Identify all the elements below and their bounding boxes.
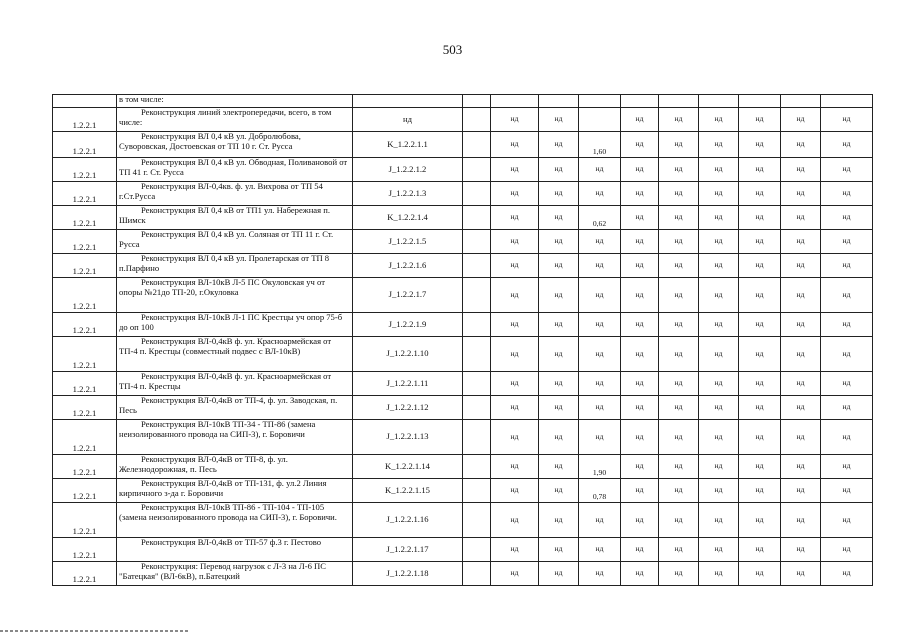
row-value: нд: [699, 158, 739, 182]
row-value: нд: [579, 337, 621, 372]
row-value: нд: [621, 372, 659, 396]
row-value: нд: [579, 503, 621, 538]
row-name: Реконструкция линий электропередачи, всего, в том числе:: [117, 108, 353, 132]
row-value: нд: [659, 503, 699, 538]
row-value: нд: [491, 313, 539, 337]
row-value: нд: [659, 562, 699, 586]
row-value: [463, 372, 491, 396]
row-name: Реконструкция ВЛ 0,4 кВ ул. Пролетарская от ТП 8 п.Парфино: [117, 254, 353, 278]
row-code: 1.2.2.1: [53, 396, 117, 420]
row-identifier: J_1.2.2.1.11: [353, 372, 463, 396]
row-value: нд: [621, 479, 659, 503]
row-value: [463, 538, 491, 562]
row-value: нд: [539, 313, 579, 337]
row-value: [463, 108, 491, 132]
row-code: 1.2.2.1: [53, 479, 117, 503]
row-value: нд: [781, 420, 821, 455]
row-value: нд: [699, 538, 739, 562]
row-value: нд: [539, 158, 579, 182]
row-value: нд: [781, 562, 821, 586]
row-value: нд: [781, 538, 821, 562]
row-value: нд: [699, 206, 739, 230]
row-value: нд: [579, 230, 621, 254]
row-name: Реконструкция ВЛ 0,4 кВ ул. Обводная, Поливановой от ТП 41 г. Ст. Русса: [117, 158, 353, 182]
row-value: нд: [621, 254, 659, 278]
row-value: нд: [621, 158, 659, 182]
row-identifier: J_1.2.2.1.9: [353, 313, 463, 337]
row-value: нд: [659, 158, 699, 182]
row-value: нд: [579, 182, 621, 206]
row-value: нд: [539, 396, 579, 420]
table-row: [53, 372, 873, 396]
row-value: нд: [621, 538, 659, 562]
row-value: нд: [821, 230, 873, 254]
row-code: 1.2.2.1: [53, 254, 117, 278]
row-identifier: K_1.2.2.1.1: [353, 132, 463, 158]
row-identifier: K_1.2.2.1.4: [353, 206, 463, 230]
row-value: нд: [621, 420, 659, 455]
row-value: [463, 455, 491, 479]
row-value: [463, 337, 491, 372]
table-row: [53, 538, 873, 562]
row-value: нд: [621, 337, 659, 372]
row-value: нд: [739, 278, 781, 313]
row-value: нд: [491, 538, 539, 562]
table-row: [53, 479, 873, 503]
row-value: нд: [659, 206, 699, 230]
row-value: 1,90: [579, 455, 621, 479]
row-value: нд: [579, 278, 621, 313]
row-value: нд: [781, 230, 821, 254]
row-value: нд: [539, 479, 579, 503]
row-value: нд: [659, 108, 699, 132]
row-value: нд: [699, 313, 739, 337]
row-value: [463, 396, 491, 420]
row-value: нд: [739, 396, 781, 420]
row-value: нд: [621, 132, 659, 158]
row-value: [463, 206, 491, 230]
row-value: нд: [821, 503, 873, 538]
row-value: [463, 479, 491, 503]
row-value: нд: [739, 503, 781, 538]
row-value: нд: [539, 372, 579, 396]
row-value: нд: [659, 254, 699, 278]
row-value: нд: [699, 479, 739, 503]
row-identifier: J_1.2.2.1.3: [353, 182, 463, 206]
row-value: нд: [781, 254, 821, 278]
row-value: нд: [659, 479, 699, 503]
row-value: нд: [699, 132, 739, 158]
row-value: нд: [491, 206, 539, 230]
row-value: нд: [579, 313, 621, 337]
row-value: нд: [821, 132, 873, 158]
row-value: нд: [539, 420, 579, 455]
row-value: нд: [659, 230, 699, 254]
row-value: нд: [781, 182, 821, 206]
row-value: нд: [539, 182, 579, 206]
row-value: нд: [659, 538, 699, 562]
row-name: Реконструкция ВЛ-0,4кВ от ТП-57 ф.3 г. Пестово: [117, 538, 353, 562]
row-value: нд: [821, 108, 873, 132]
row-value: нд: [821, 396, 873, 420]
table-row: [53, 230, 873, 254]
row-value: нд: [579, 538, 621, 562]
row-value: нд: [821, 538, 873, 562]
row-value: нд: [491, 182, 539, 206]
row-value: нд: [739, 538, 781, 562]
row-value: нд: [821, 182, 873, 206]
header-row: [53, 95, 873, 108]
row-value: нд: [821, 562, 873, 586]
row-value: нд: [579, 396, 621, 420]
row-identifier: K_1.2.2.1.14: [353, 455, 463, 479]
row-code: 1.2.2.1: [53, 372, 117, 396]
row-value: нд: [621, 108, 659, 132]
row-value: нд: [781, 108, 821, 132]
table-row: [53, 455, 873, 479]
row-code: 1.2.2.1: [53, 158, 117, 182]
row-value: нд: [699, 337, 739, 372]
table-row: [53, 206, 873, 230]
row-name: Реконструкция ВЛ 0,4 кВ ул. Соляная от ТП 11 г. Ст. Русса: [117, 230, 353, 254]
page-number: 503: [442, 42, 463, 57]
row-value: нд: [821, 278, 873, 313]
row-value: нд: [539, 562, 579, 586]
row-value: нд: [491, 372, 539, 396]
row-name: Реконструкция ВЛ-10кВ Л-1 ПС Крестцы уч опор 75-б до оп 100: [117, 313, 353, 337]
row-value: нд: [621, 503, 659, 538]
row-code: 1.2.2.1: [53, 503, 117, 538]
row-value: нд: [621, 562, 659, 586]
table-row: [53, 396, 873, 420]
row-value: [463, 230, 491, 254]
row-value: нд: [659, 313, 699, 337]
row-value: нд: [491, 503, 539, 538]
row-value: нд: [739, 372, 781, 396]
row-value: нд: [491, 108, 539, 132]
row-value: нд: [781, 455, 821, 479]
code-cell: [53, 95, 117, 108]
row-name: Реконструкция ВЛ-10кВ ТП-86 - ТП-104 - ТП-105 (замена неизолированного провода на СИП-3), г. Боровичи.: [117, 503, 353, 538]
row-value: нд: [659, 420, 699, 455]
row-value: нд: [491, 420, 539, 455]
table-row: [53, 313, 873, 337]
row-identifier: J_1.2.2.1.5: [353, 230, 463, 254]
row-value: нд: [739, 230, 781, 254]
table-row: [53, 158, 873, 182]
row-code: 1.2.2.1: [53, 562, 117, 586]
row-code: 1.2.2.1: [53, 206, 117, 230]
row-value: [463, 420, 491, 455]
row-value: нд: [781, 132, 821, 158]
row-value: нд: [621, 206, 659, 230]
row-identifier: J_1.2.2.1.12: [353, 396, 463, 420]
row-value: нд: [659, 396, 699, 420]
row-value: нд: [781, 372, 821, 396]
row-value: нд: [781, 479, 821, 503]
row-value: [463, 132, 491, 158]
row-value: нд: [781, 337, 821, 372]
row-code: 1.2.2.1: [53, 455, 117, 479]
row-value: 1,60: [579, 132, 621, 158]
scan-edge-divider: [0, 630, 190, 632]
row-identifier: J_1.2.2.1.18: [353, 562, 463, 586]
row-value: нд: [491, 230, 539, 254]
row-value: нд: [579, 254, 621, 278]
row-value: нд: [491, 278, 539, 313]
row-value: нд: [621, 230, 659, 254]
row-value: нд: [539, 503, 579, 538]
row-name: Реконструкция ВЛ-0,4кв. ф. ул. Вихрова от ТП 54 г.Ст.Русса: [117, 182, 353, 206]
row-name: Реконструкция ВЛ 0,4 кВ ул. Добролюбова, Суворовская, Достоевская от ТП 10 г. Ст. Русса: [117, 132, 353, 158]
row-value: нд: [539, 206, 579, 230]
row-value: нд: [699, 372, 739, 396]
table-row: [53, 254, 873, 278]
row-value: нд: [699, 182, 739, 206]
row-value: нд: [821, 158, 873, 182]
row-value: нд: [739, 132, 781, 158]
row-value: [463, 503, 491, 538]
row-value: [463, 254, 491, 278]
row-value: нд: [699, 420, 739, 455]
row-value: нд: [699, 455, 739, 479]
row-value: нд: [659, 132, 699, 158]
row-identifier: J_1.2.2.1.10: [353, 337, 463, 372]
row-value: нд: [539, 278, 579, 313]
row-value: нд: [699, 562, 739, 586]
row-value: нд: [491, 158, 539, 182]
row-name: Реконструкция ВЛ-0,4кВ от ТП-4, ф. ул. Заводская, п. Песь: [117, 396, 353, 420]
row-name: Реконструкция ВЛ-0,4кВ от ТП-131, ф. ул.2 Линия кирпичного з-да г. Боровичи: [117, 479, 353, 503]
row-value: нд: [821, 420, 873, 455]
row-value: 0,78: [579, 479, 621, 503]
row-value: нд: [491, 479, 539, 503]
row-value: [463, 182, 491, 206]
row-identifier: J_1.2.2.1.6: [353, 254, 463, 278]
row-value: нд: [821, 455, 873, 479]
table-row: [53, 182, 873, 206]
row-value: нд: [739, 420, 781, 455]
row-value: нд: [739, 455, 781, 479]
row-identifier: J_1.2.2.1.17: [353, 538, 463, 562]
row-value: нд: [699, 108, 739, 132]
table-row: [53, 337, 873, 372]
row-value: нд: [659, 455, 699, 479]
row-value: 0,62: [579, 206, 621, 230]
row-value: нд: [739, 158, 781, 182]
row-value: нд: [539, 254, 579, 278]
row-value: нд: [579, 420, 621, 455]
row-value: нд: [621, 182, 659, 206]
row-value: нд: [781, 313, 821, 337]
row-value: нд: [821, 313, 873, 337]
row-value: нд: [621, 278, 659, 313]
row-value: нд: [821, 254, 873, 278]
row-value: [463, 278, 491, 313]
row-value: нд: [699, 503, 739, 538]
row-code: 1.2.2.1: [53, 420, 117, 455]
row-identifier: K_1.2.2.1.15: [353, 479, 463, 503]
investment-program-table: [52, 94, 873, 586]
row-value: нд: [659, 372, 699, 396]
table-row: [53, 420, 873, 455]
table-row: [53, 562, 873, 586]
row-value: нд: [699, 278, 739, 313]
row-value: нд: [739, 254, 781, 278]
row-identifier: J_1.2.2.1.7: [353, 278, 463, 313]
table-row: [53, 132, 873, 158]
row-value: нд: [781, 396, 821, 420]
row-code: 1.2.2.1: [53, 538, 117, 562]
row-name: Реконструкция ВЛ-0,4кВ ф. ул. Красноармейская от ТП-4 п. Крестцы: [117, 372, 353, 396]
row-name: Реконструкция ВЛ-10кВ ТП-34 - ТП-86 (замена неизолированного провода на СИП-3), г. Боровичи: [117, 420, 353, 455]
row-value: нд: [699, 230, 739, 254]
row-value: нд: [781, 278, 821, 313]
row-value: нд: [821, 206, 873, 230]
row-value: нд: [739, 337, 781, 372]
row-name: Реконструкция: Перевод нагрузок с Л-3 на Л-6 ПС "Батецкая" (ВЛ-6кВ), п.Батецкий: [117, 562, 353, 586]
row-value: нд: [699, 396, 739, 420]
row-value: нд: [739, 206, 781, 230]
row-value: нд: [781, 158, 821, 182]
row-value: нд: [491, 254, 539, 278]
row-code: 1.2.2.1: [53, 108, 117, 132]
row-value: нд: [491, 396, 539, 420]
row-value: нд: [821, 372, 873, 396]
row-value: нд: [781, 503, 821, 538]
row-value: нд: [539, 108, 579, 132]
row-value: нд: [739, 479, 781, 503]
row-value: нд: [659, 182, 699, 206]
table-row: [53, 278, 873, 313]
row-value: нд: [659, 278, 699, 313]
row-value: нд: [491, 337, 539, 372]
row-value: нд: [579, 562, 621, 586]
row-value: нд: [739, 313, 781, 337]
row-value: нд: [739, 562, 781, 586]
row-value: нд: [739, 108, 781, 132]
row-value: [463, 562, 491, 586]
row-code: 1.2.2.1: [53, 132, 117, 158]
row-value: нд: [781, 206, 821, 230]
row-name: Реконструкция ВЛ-0,4кВ ф. ул. Красноармейская от ТП-4 п. Крестцы (совместный подвес с ВЛ-10кВ): [117, 337, 353, 372]
table-row: [53, 503, 873, 538]
row-name: Реконструкция ВЛ-10кВ Л-5 ПС Окуловская уч от опоры №21до ТП-20, г.Окуловка: [117, 278, 353, 313]
table-row: [53, 108, 873, 132]
row-value: нд: [491, 562, 539, 586]
row-code: 1.2.2.1: [53, 313, 117, 337]
row-code: 1.2.2.1: [53, 278, 117, 313]
row-value: нд: [539, 337, 579, 372]
row-identifier: J_1.2.2.1.13: [353, 420, 463, 455]
row-value: нд: [621, 455, 659, 479]
row-value: нд: [621, 396, 659, 420]
row-value: нд: [491, 132, 539, 158]
row-value: нд: [821, 479, 873, 503]
row-value: нд: [579, 372, 621, 396]
row-value: [463, 158, 491, 182]
row-identifier: нд: [353, 108, 463, 132]
row-value: нд: [579, 158, 621, 182]
row-identifier: J_1.2.2.1.16: [353, 503, 463, 538]
row-value: [579, 108, 621, 132]
row-code: 1.2.2.1: [53, 182, 117, 206]
row-value: нд: [821, 337, 873, 372]
row-value: [463, 313, 491, 337]
row-value: нд: [699, 254, 739, 278]
row-code: 1.2.2.1: [53, 337, 117, 372]
row-value: нд: [491, 455, 539, 479]
row-value: нд: [539, 132, 579, 158]
row-name: Реконструкция ВЛ-0,4кВ от ТП-8, ф. ул. Железнодорожная, п. Песь: [117, 455, 353, 479]
row-code: 1.2.2.1: [53, 230, 117, 254]
row-value: нд: [739, 182, 781, 206]
row-value: нд: [539, 538, 579, 562]
row-name: Реконструкция ВЛ 0,4 кВ от ТП1 ул. Набережная п. Шимск: [117, 206, 353, 230]
row-identifier: J_1.2.2.1.2: [353, 158, 463, 182]
name-cell: в том числе:: [117, 95, 353, 108]
row-value: нд: [539, 230, 579, 254]
row-value: нд: [539, 455, 579, 479]
row-value: нд: [621, 313, 659, 337]
row-value: нд: [659, 337, 699, 372]
